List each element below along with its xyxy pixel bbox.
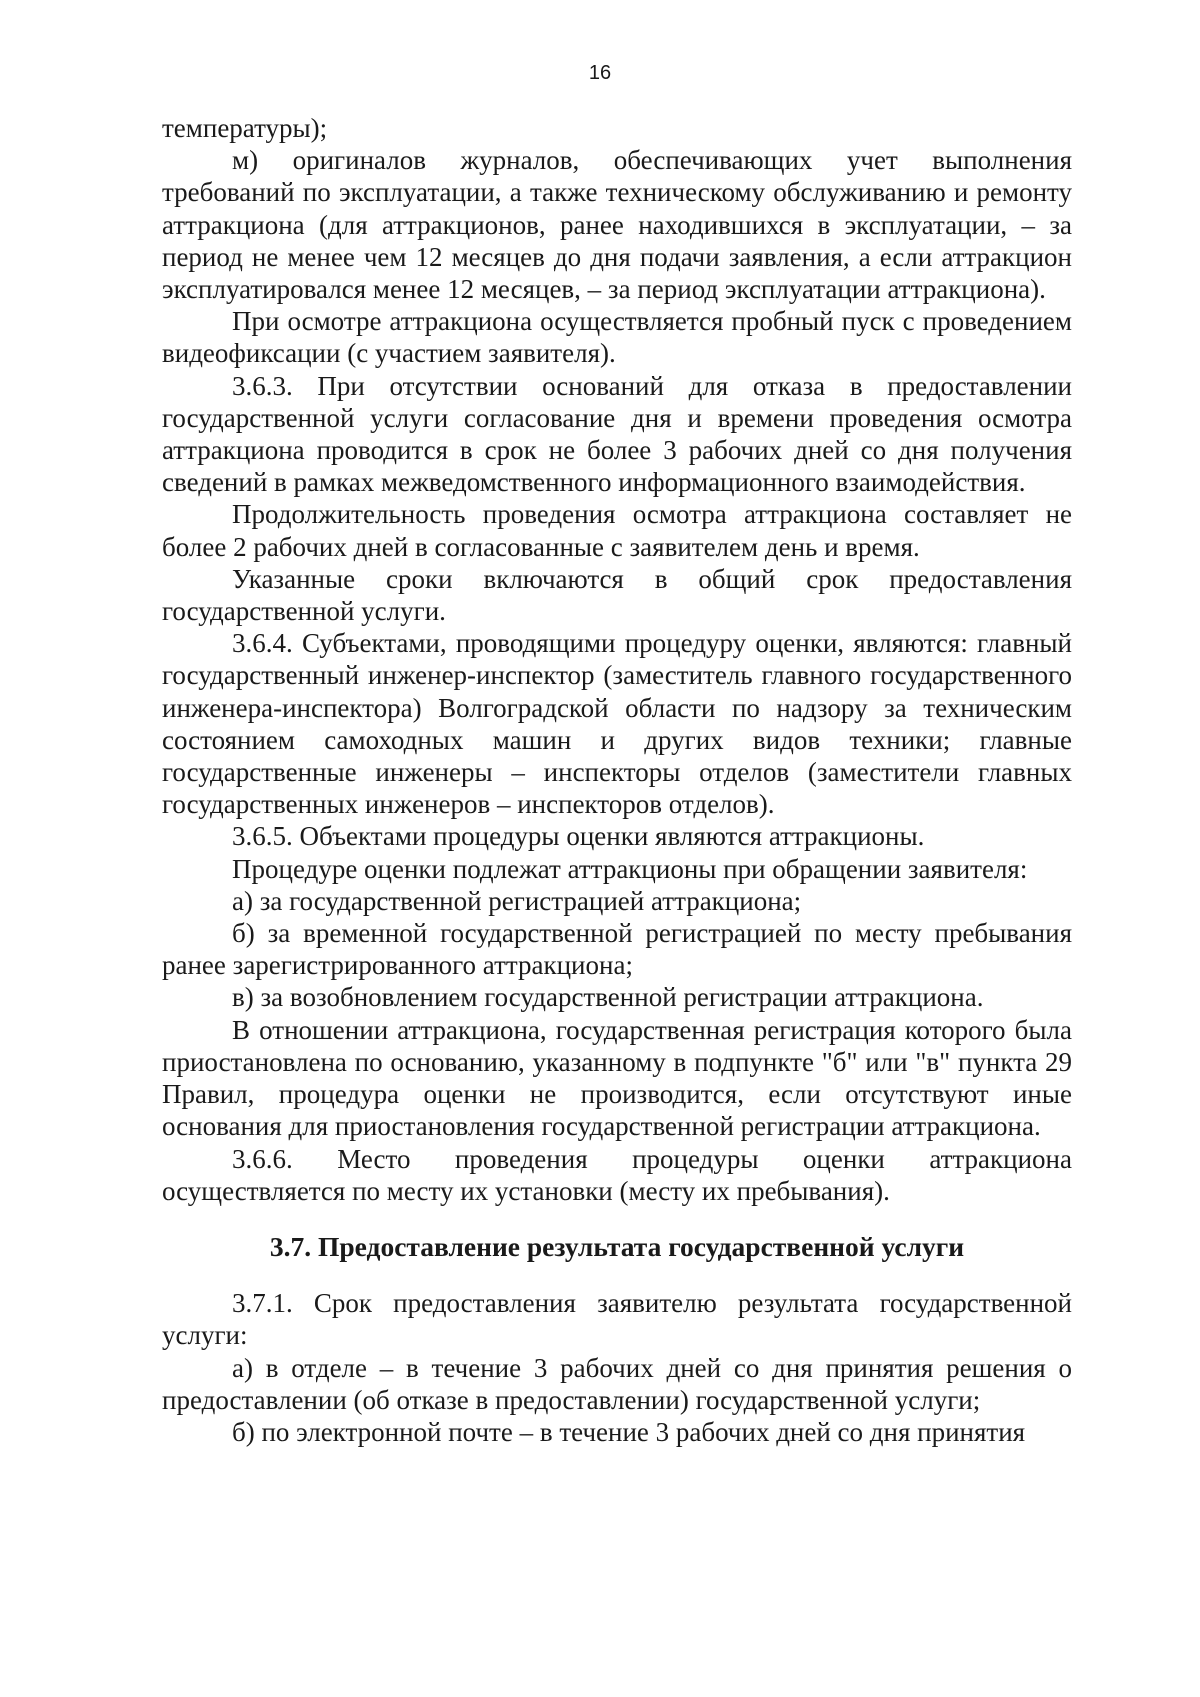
paragraph: Процедуре оценки подлежат аттракционы при обращении заявителя: bbox=[232, 853, 1028, 884]
list-item: а) в отделе – в течение 3 рабочих дней со дня принятия решения о предоставлении (об отказе в предоставлении) государственной услуги; bbox=[162, 1352, 1072, 1415]
list-item: б) за временной государственной регистрацией по месту пребывания ранее зарегистрированного аттракциона; bbox=[162, 918, 1072, 981]
paragraph: 3.6.3. При отсутствии оснований для отказа в предоставлении государственной услуги согласование дня и времени проведения осмотра аттракциона проводится в срок не более 3 рабочих дней со дня получения сведений в рамках межведомственного информационного взаимодействия. bbox=[162, 370, 1072, 498]
list-item: а) за государственной регистрацией аттракциона; bbox=[232, 885, 802, 916]
list-item: б) по электронной почте – в течение 3 рабочих дней со дня принятия bbox=[232, 1416, 1026, 1447]
paragraph: 3.6.5. Объектами процедуры оценки являются аттракционы. bbox=[232, 821, 925, 852]
section-heading: 3.7. Предоставление результата государственной услуги bbox=[269, 1230, 965, 1262]
document-body bbox=[162, 112, 1072, 1448]
paragraph: Указанные сроки включаются в общий срок предоставления государственной услуги. bbox=[162, 563, 1072, 627]
list-item: в) за возобновлением государственной регистрации аттракциона. bbox=[232, 982, 984, 1013]
paragraph: 3.6.4. Субъектами, проводящими процедуру оценки, являются: главный государственный инженер-инспектор (заместитель главного государственного инженера-инспектора) Волгоградской области по надзору за техническим состоянием самоходных машин и других видов техники; главные государственные инженеры – инспекторы отделов (заместители главных государственных инженеров – инспекторов отделов). bbox=[162, 628, 1072, 820]
paragraph: м) оригиналов журналов, обеспечивающих учет выполнения требований по эксплуатации, а также техническому обслуживанию и ремонту аттракциона (для аттракционов, ранее находившихся в эксплуатации, – за период не менее чем 12 месяцев до дня подачи заявления, а если аттракцион эксплуатировался менее 12 месяцев, – за период эксплуатации аттракциона). bbox=[162, 145, 1072, 305]
paragraph: 3.7.1. Срок предоставления заявителю результата государственной услуги: bbox=[162, 1288, 1072, 1351]
paragraph: Продолжительность проведения осмотра аттракциона составляет не более 2 рабочих дней в согласованные с заявителем день и время. bbox=[162, 499, 1072, 562]
paragraph: температуры); bbox=[162, 113, 328, 143]
paragraph: В отношении аттракциона, государственная регистрация которого была приостановлена по основанию, указанному в подпункте "б" или "в" пункта 29 Правил, процедура оценки не производится, если отсутствуют иные основания для приостановления государственной регистрации аттракциона. bbox=[162, 1014, 1072, 1142]
paragraph: 3.6.6. Место проведения процедуры оценки аттракциона осуществляется по месту их установки (месту их пребывания). bbox=[162, 1143, 1072, 1206]
paragraph: При осмотре аттракциона осуществляется пробный пуск с проведением видеофиксации (с участием заявителя). bbox=[162, 306, 1072, 369]
page-number: 16 bbox=[588, 62, 612, 84]
